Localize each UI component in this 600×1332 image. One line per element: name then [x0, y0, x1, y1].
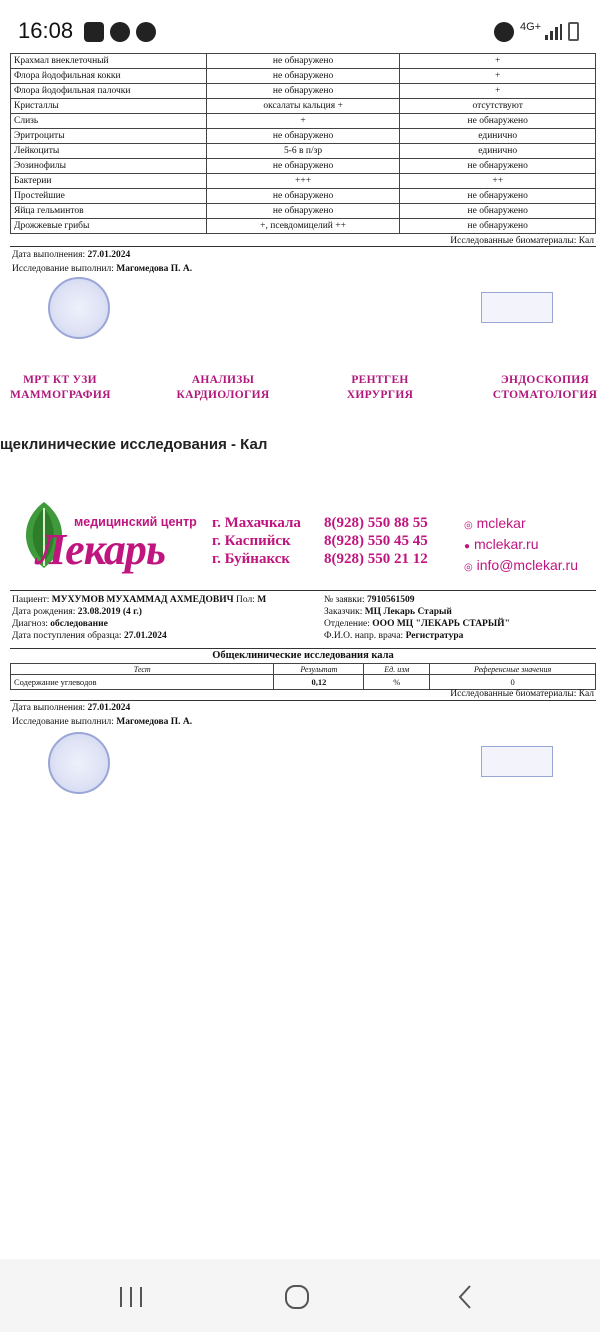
cell-name: Эритроциты [11, 129, 207, 144]
signal-icon [544, 24, 562, 40]
cell-ref: + [400, 84, 596, 99]
top-results-table [10, 53, 596, 234]
rectangular-stamp [481, 746, 553, 777]
section-title: щеклинические исследования - Кал [0, 436, 268, 453]
cell-name: Кристаллы [11, 99, 207, 114]
table-row [11, 144, 596, 159]
table-row [11, 189, 596, 204]
result-biomaterials: Исследованные биоматериалы: Кал [450, 689, 594, 699]
status-time: 16:08 [18, 18, 74, 43]
cell-name: Флора йодофильная кокки [11, 69, 207, 84]
table-row [11, 675, 596, 690]
cell-ref: не обнаружено [400, 204, 596, 219]
cell-result: не обнаружено [206, 54, 400, 69]
cell-name: Эозинофилы [11, 159, 207, 174]
table-row [11, 219, 596, 234]
table-row [11, 84, 596, 99]
home-icon[interactable] [284, 1284, 312, 1310]
cell-result: не обнаружено [206, 84, 400, 99]
cell-ref: + [400, 69, 596, 84]
result-table-title: Общеклинические исследования кала [212, 650, 394, 661]
cell-ref: + [400, 54, 596, 69]
patient-info-left: Пациент: МУХУМОВ МУХАММАД АХМЕДОВИЧ Пол: М Дата рождения: 23.08.2019 (4 г.) Диагноз: обследование Дата поступления образца: 27.01.2024 [12, 595, 267, 641]
back-icon[interactable] [456, 1284, 476, 1310]
cell-result: не обнаружено [206, 189, 400, 204]
cell-result: +, псевдомицелий ++ [206, 219, 400, 234]
cell-ref: не обнаружено [400, 189, 596, 204]
cell-ref: единично [400, 129, 596, 144]
logo-subtitle: медицинский центр [74, 515, 197, 529]
table-row [11, 99, 596, 114]
cell-name: Яйца гельминтов [11, 204, 207, 219]
cell-name: Слизь [11, 114, 207, 129]
cell-name: Флора йодофильная палочки [11, 84, 207, 99]
email-icon: ◎ [464, 562, 473, 573]
table-row [11, 114, 596, 129]
table-row [11, 129, 596, 144]
cell-ref: не обнаружено [400, 219, 596, 234]
table-header-row [11, 664, 596, 675]
table-row [11, 159, 596, 174]
table-row [11, 69, 596, 84]
cell-name: Дрожжевые грибы [11, 219, 207, 234]
performer-1: Исследование выполнил: Магомедова П. А. [12, 264, 193, 274]
cell-name: Крахмал внеклеточный [11, 54, 207, 69]
phone-list: 8(928) 550 88 55 8(928) 550 45 45 8(928) 550 21 12 [324, 515, 428, 567]
top-biomaterials: Исследованные биоматериалы: Кал [450, 236, 594, 246]
website-contact: ● mclekar.ru [464, 536, 539, 552]
cell-result: + [206, 114, 400, 129]
web-icon: ● [464, 541, 471, 552]
divider [10, 590, 596, 591]
rectangular-stamp [481, 292, 553, 323]
cell-result: оксалаты кальция + [206, 99, 400, 114]
table-row [11, 54, 596, 69]
blocked-icon [136, 22, 156, 42]
gallery-icon [84, 22, 104, 42]
cell-name: Простейшие [11, 189, 207, 204]
cell-result: +++ [206, 174, 400, 189]
performer-2: Исследование выполнил: Магомедова П. А. [12, 717, 193, 727]
cell-ref: не обнаружено [400, 159, 596, 174]
divider [10, 246, 596, 247]
service-xray: РЕНТГЕН ХИРУРГИЯ [346, 374, 414, 401]
table-row [11, 204, 596, 219]
header-reference: Референсные значения [430, 664, 596, 675]
navigation-bar [0, 1259, 600, 1332]
round-stamp [48, 277, 110, 339]
service-analyses: АНАЛИЗЫ КАРДИОЛОГИЯ [176, 374, 270, 401]
cell-test: Содержание углеводов [11, 675, 274, 690]
table-row [11, 174, 596, 189]
cell-result: 5-6 в п/зр [206, 144, 400, 159]
cell-unit: % [364, 675, 430, 690]
result-table [10, 663, 596, 690]
cell-name: Лейкоциты [11, 144, 207, 159]
cell-result: не обнаружено [206, 204, 400, 219]
service-mri: МРТ КТ УЗИ МАММОГРАФИЯ [10, 374, 111, 401]
cell-reference: 0 [430, 675, 596, 690]
cell-result: не обнаружено [206, 69, 400, 84]
logo-name: Лекарь [36, 525, 166, 574]
battery-icon [568, 22, 579, 41]
cell-name: Бактерии [11, 174, 207, 189]
instagram-contact: ◎ mclekar [464, 515, 526, 531]
divider [10, 648, 596, 649]
instagram-icon: ◎ [464, 520, 473, 531]
header-result: Результат [274, 664, 364, 675]
contact-list [464, 514, 578, 577]
header-unit: Ед. изм [364, 664, 430, 675]
cell-ref: ++ [400, 174, 596, 189]
service-endoscopy: ЭНДОСКОПИЯ СТОМАТОЛОГИЯ [492, 374, 598, 401]
patient-info-right: № заявки: 7910561509 Заказчик: МЦ Лекарь Старый Отделение: ООО МЦ "ЛЕКАРЬ СТАРЫЙ" Ф.И.О. напр. врача: Регистратура [324, 595, 510, 641]
cell-ref: отсутствуют [400, 99, 596, 114]
alarm-icon [494, 22, 514, 42]
execution-date-1: Дата выполнения: 27.01.2024 [12, 250, 131, 260]
round-stamp [48, 732, 110, 794]
cell-result: 0,12 [274, 675, 364, 690]
cell-ref: единично [400, 144, 596, 159]
network-label: 4G+ [520, 21, 542, 33]
cell-ref: не обнаружено [400, 114, 596, 129]
city-list: г. Махачкала г. Каспийск г. Буйнакск [212, 515, 301, 567]
message-icon [110, 22, 130, 42]
email-contact: ◎ info@mclekar.ru [464, 557, 578, 573]
execution-date-2: Дата выполнения: 27.01.2024 [12, 703, 131, 713]
divider [10, 700, 596, 701]
cell-result: не обнаружено [206, 129, 400, 144]
cell-result: не обнаружено [206, 159, 400, 174]
recent-apps-icon[interactable] [118, 1286, 144, 1308]
header-test: Тест [11, 664, 274, 675]
